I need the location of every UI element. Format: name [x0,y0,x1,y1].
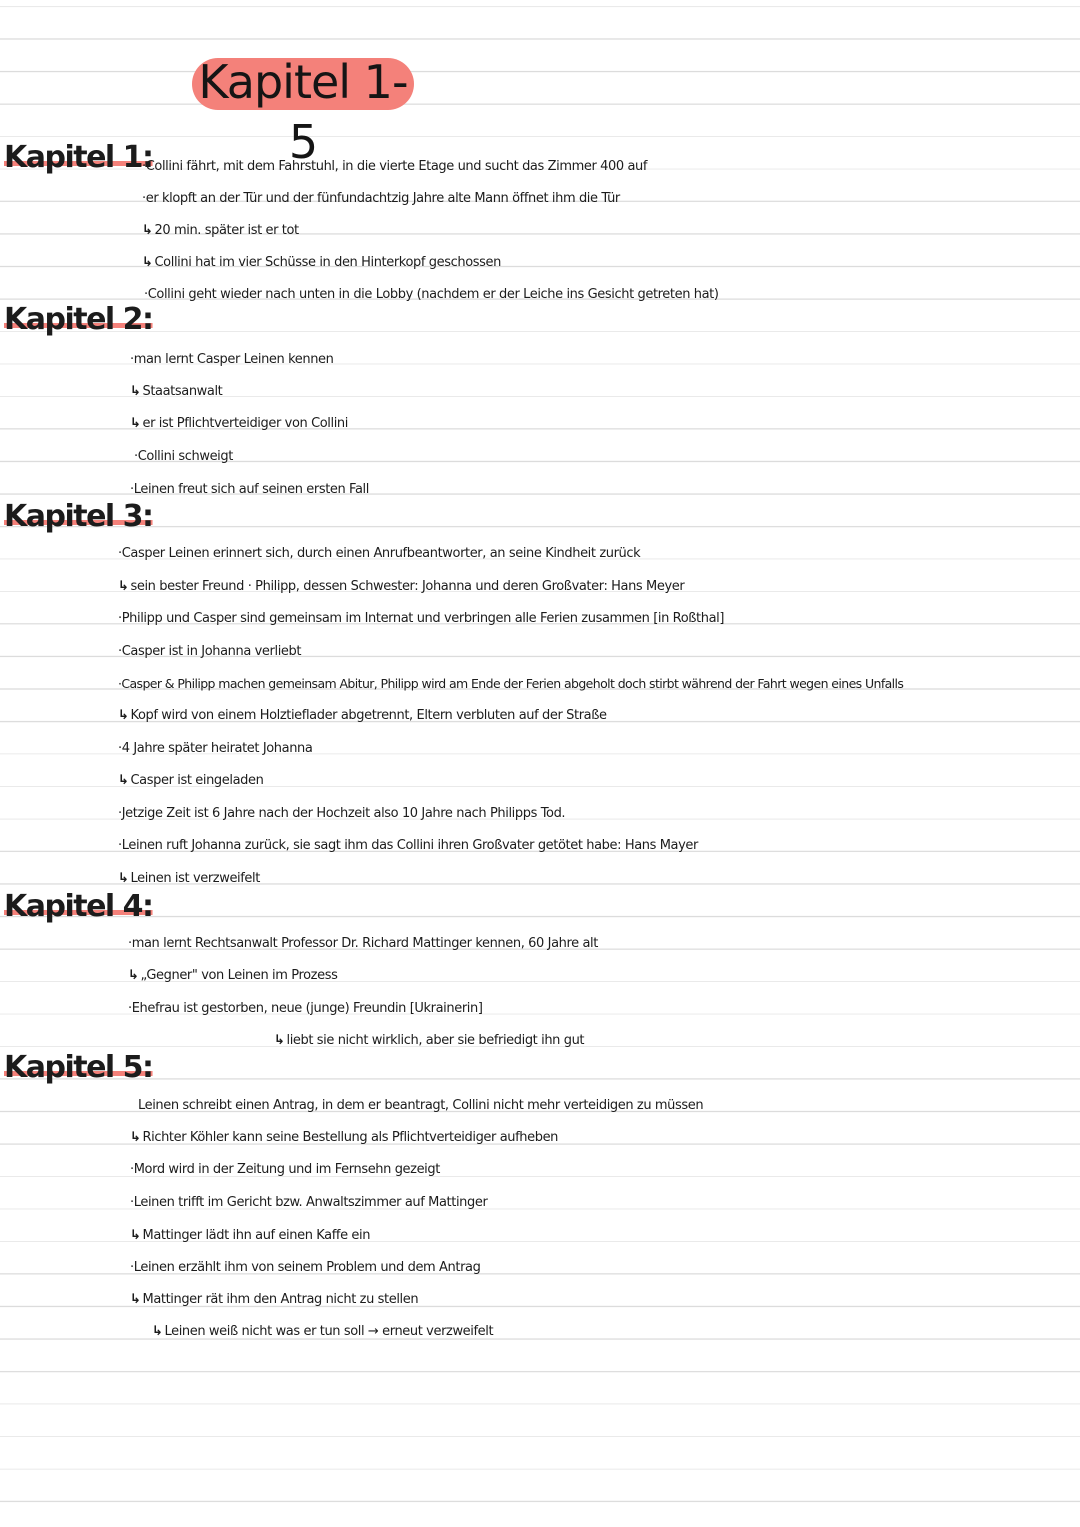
chapter-1-line-3-row [142,220,299,242]
chapter-4-line-1: ·man lernt Rechtsanwalt Professor Dr. Richard Mattinger kennen, 60 Jahre alt [128,936,598,951]
chapter-5-line-8: Leinen weiß nicht was er tun soll → erneut verzweifelt [164,1324,494,1339]
arrow-icon: ↳ [118,708,129,723]
chapter-2-line-3-row [130,413,348,435]
chapter-3-line-11-row [118,868,260,890]
chapter-3-line-2: sein bester Freund · Philipp, dessen Schwester: Johanna und deren Großvater: Hans Meyer [130,579,685,594]
chapter-4-line-2: „Gegner" von Leinen im Prozess [140,968,338,983]
chapter-5-line-6: ·Leinen erzählt ihm von seinem Problem und dem Antrag [130,1260,481,1275]
chapter-2-line-5: ·Leinen freut sich auf seinen ersten Fall [130,482,369,497]
chapter-3-line-2-row [118,576,684,598]
arrow-icon: ↳ [274,1033,285,1048]
arrow-icon: ↳ [130,1130,141,1145]
arrow-icon: ↳ [142,223,153,238]
chapter-2-line-1: ·man lernt Casper Leinen kennen [130,352,334,367]
chapter-1-line-3: 20 min. später ist er tot [154,223,299,238]
chapter-4-line-4-row [274,1030,584,1052]
chapter-2-line-4: ·Collini schweigt [134,449,233,464]
chapter-3-line-4: ·Casper ist in Johanna verliebt [118,644,302,659]
chapter-3-line-10: ·Leinen ruft Johanna zurück, sie sagt ihm das Collini ihren Großvater getötet habe: Hans Mayer [118,838,698,853]
chapter-2-line-2: Staatsanwalt [142,384,223,399]
chapter-1-line-5: ·Collini geht wieder nach unten in die Lobby (nachdem er der Leiche ins Gesicht getreten hat) [144,287,719,302]
chapter-5-line-5-row [130,1225,370,1247]
chapter-1-line-4-row [142,252,501,274]
chapter-5-heading: Kapitel 5: [4,1050,153,1085]
chapter-5-line-2: Richter Köhler kann seine Bestellung als Pflichtverteidiger aufheben [142,1130,559,1145]
chapter-3-line-8: Casper ist eingeladen [130,773,264,788]
chapter-5-line-2-row [130,1127,558,1149]
chapter-2-line-2-row [130,381,222,403]
arrow-icon: ↳ [118,871,129,886]
page-title: Kapitel 1-5 [198,55,408,169]
chapter-1-line-1: ·Collini fährt, mit dem Fahrstuhl, in die vierte Etage und sucht das Zimmer 400 auf [142,159,648,174]
arrow-icon: ↳ [152,1324,163,1339]
arrow-icon: ↳ [118,773,129,788]
chapter-4-line-3: ·Ehefrau ist gestorben, neue (junge) Freundin [Ukrainerin] [128,1001,483,1016]
chapter-1-heading: Kapitel 1: [4,140,153,175]
arrow-icon: ↳ [130,384,141,399]
chapter-3-line-6: Kopf wird von einem Holztieflader abgetrennt, Eltern verbluten auf der Straße [130,708,607,723]
arrow-icon: ↳ [128,968,139,983]
chapter-5-line-7-row [130,1289,418,1311]
chapter-5-line-3: ·Mord wird in der Zeitung und im Fernsehn gezeigt [130,1162,440,1177]
chapter-3-line-3: ·Philipp und Casper sind gemeinsam im Internat und verbringen alle Ferien zusammen [in Roßthal] [118,611,725,626]
chapter-5-line-8-row [152,1321,493,1343]
chapter-3-line-7: ·4 Jahre später heiratet Johanna [118,741,313,756]
chapter-2-heading: Kapitel 2: [4,302,153,337]
chapter-5-line-1: Leinen schreibt einen Antrag, in dem er beantragt, Collini nicht mehr verteidigen zu müssen [138,1098,704,1113]
arrow-icon: ↳ [142,255,153,270]
chapter-4-line-4: liebt sie nicht wirklich, aber sie befriedigt ihn gut [286,1033,585,1048]
chapter-5-line-5: Mattinger lädt ihn auf einen Kaffe ein [142,1228,371,1243]
chapter-4-heading: Kapitel 4: [4,889,153,924]
chapter-3-line-9: ·Jetzige Zeit ist 6 Jahre nach der Hochzeit also 10 Jahre nach Philipps Tod. [118,806,566,821]
chapter-4-line-2-row [128,965,337,987]
chapter-3-line-8-row [118,770,263,792]
arrow-icon: ↳ [130,416,141,431]
chapter-2-line-3: er ist Pflichtverteidiger von Collini [142,416,348,431]
arrow-icon: ↳ [130,1228,141,1243]
chapter-5-line-7: Mattinger rät ihm den Antrag nicht zu stellen [142,1292,419,1307]
chapter-3-heading: Kapitel 3: [4,499,153,534]
chapter-1-line-2: ·er klopft an der Tür und der fünfundachtzig Jahre alte Mann öffnet ihm die Tür [142,191,620,206]
chapter-3-line-11: Leinen ist verzweifelt [130,871,260,886]
chapter-3-line-5: ·Casper & Philipp machen gemeinsam Abitur, Philipp wird am Ende der Ferien abgeholt doch stirbt während der Fahrt wegen eines Unfalls [118,676,904,691]
chapter-5-line-4: ·Leinen trifft im Gericht bzw. Anwaltszimmer auf Mattinger [130,1195,488,1210]
chapter-3-line-1: ·Casper Leinen erinnert sich, durch einen Anrufbeantworter, an seine Kindheit zurück [118,546,641,561]
arrow-icon: ↳ [118,579,129,594]
chapter-3-line-6-row [118,705,607,727]
arrow-icon: ↳ [130,1292,141,1307]
chapter-1-line-4: Collini hat im vier Schüsse in den Hinterkopf geschossen [154,255,501,270]
